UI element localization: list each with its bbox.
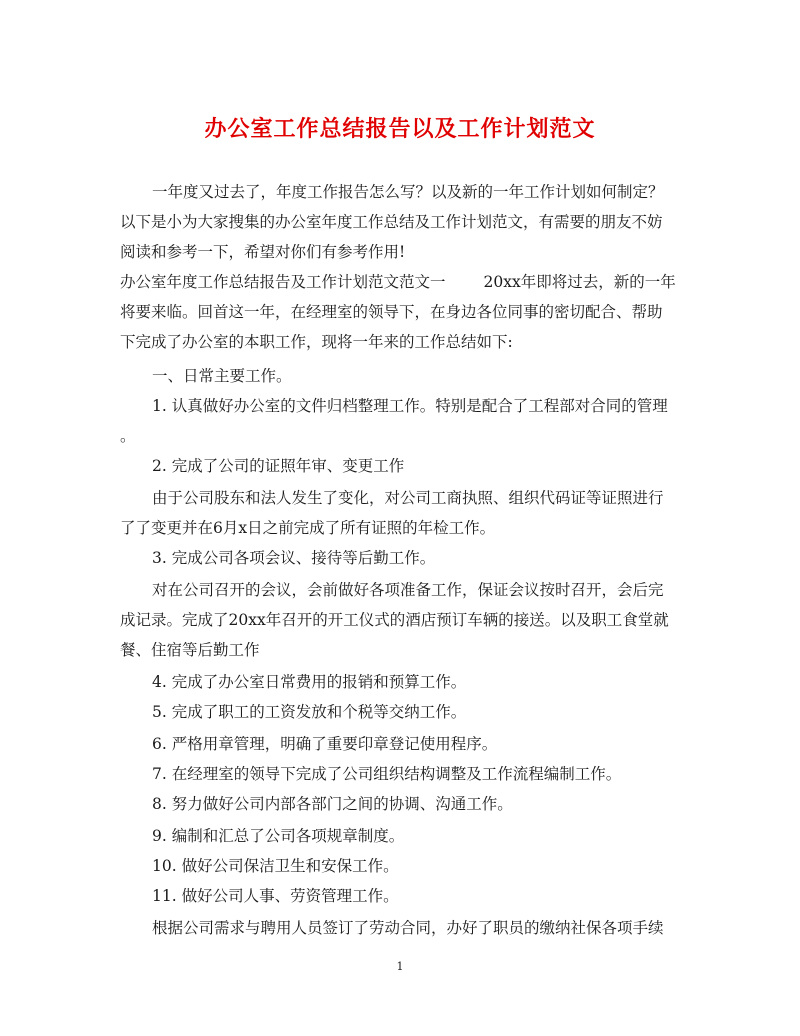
list-item: 9. 编制和汇总了公司各项规章制度。 xyxy=(152,827,405,845)
list-item: 5. 完成了职工的工资发放和个税等交纳工作。 xyxy=(152,703,467,721)
list-item: 11. 做好公司人事、劳资管理工作。 xyxy=(152,887,399,905)
paragraph-line: 成记录。完成了20xx年召开的开工仪式的酒店预订车辆的接送。以及职工食堂就 xyxy=(120,611,669,629)
paragraph-line: 阅读和参考一下，希望对你们有参考作用! xyxy=(120,243,406,261)
list-item: 1. 认真做好办公室的文件归档整理工作。特别是配合了工程部对合同的管理 xyxy=(152,397,668,415)
list-item: 6. 严格用章管理，明确了重要印章登记使用程序。 xyxy=(152,735,498,753)
paragraph-line: 将要来临。回首这一年，在经理室的领导下，在身边各位同事的密切配合、帮助 xyxy=(120,303,663,321)
section-heading: 一、日常主要工作。 xyxy=(152,367,292,385)
list-item: 3. 完成公司各项会议、接待等后勤工作。 xyxy=(152,549,436,567)
paragraph-line: 了了变更并在6月x日之前完成了所有证照的年检工作。 xyxy=(120,519,496,537)
paragraph-line: 下完成了办公室的本职工作，现将一年来的工作总结如下: xyxy=(120,333,513,351)
paragraph-text: 20xx年即将过去，新的一年 xyxy=(483,273,676,291)
list-item: 2. 完成了公司的证照年审、变更工作 xyxy=(152,457,405,475)
list-item: 4. 完成了办公室日常费用的报销和预算工作。 xyxy=(152,673,467,691)
paragraph-line: 根据公司需求与聘用人员签订了劳动合同，办好了职员的缴纳社保各项手续 xyxy=(152,919,664,937)
page-number: 1 xyxy=(396,960,404,973)
list-item: 8. 努力做好公司内部各部门之间的协调、沟通工作。 xyxy=(152,795,513,813)
paragraph-line: 。 xyxy=(120,427,136,445)
section-heading: 办公室年度工作总结报告及工作计划范文范文一 xyxy=(120,273,446,291)
paragraph-line: 以下是小为大家搜集的办公室年度工作总结及工作计划范文，有需要的朋友不妨 xyxy=(120,213,663,231)
list-item: 10. 做好公司保洁卫生和安保工作。 xyxy=(152,857,399,875)
list-item: 7. 在经理室的领导下完成了公司组织结构调整及工作流程编制工作。 xyxy=(152,765,622,783)
paragraph-line xyxy=(120,272,700,292)
paragraph-line: 由于公司股东和法人发生了变化，对公司工商执照、组织代码证等证照进行 xyxy=(152,489,664,507)
document-title: 办公室工作总结报告以及工作计划范文 xyxy=(204,116,596,142)
paragraph-line: 对在公司召开的会议，会前做好各项准备工作，保证会议按时召开，会后完 xyxy=(152,581,664,599)
paragraph-line: 餐、住宿等后勤工作 xyxy=(120,641,260,659)
paragraph-line: 一年度又过去了，年度工作报告怎么写？以及新的一年工作计划如何制定？ xyxy=(152,183,664,201)
